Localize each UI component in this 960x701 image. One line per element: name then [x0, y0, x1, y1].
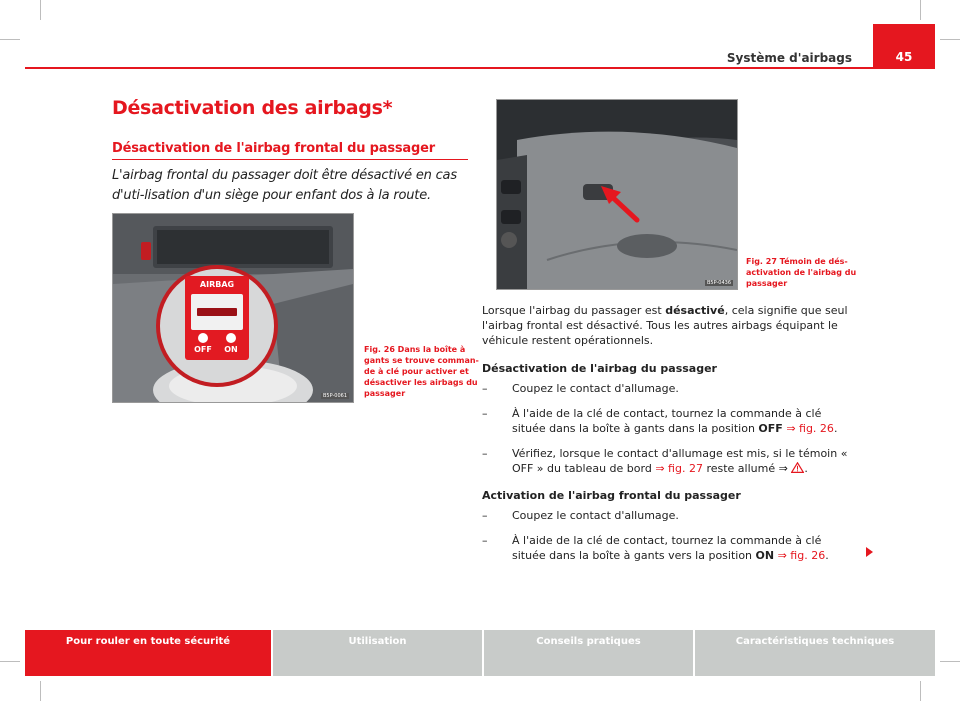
continue-next-page-arrow-icon[interactable]: [866, 547, 873, 557]
crop-mark: [40, 0, 41, 20]
caption-line: désactiver les airbags du: [364, 378, 478, 387]
footer-tab-operation[interactable]: Utilisation: [273, 630, 482, 676]
caption-line: passager: [364, 389, 406, 398]
figure-code: B5P-0436: [706, 280, 731, 286]
caption-line: de à clé pour activer et: [364, 367, 469, 376]
crop-mark: [0, 661, 20, 662]
crop-mark: [0, 39, 20, 40]
caption-line: gants se trouve comman-: [364, 356, 479, 365]
page-number: 45: [895, 50, 913, 64]
crop-mark: [40, 681, 41, 701]
section-title: Désactivation des airbags*: [112, 97, 393, 119]
heading-deactivation: Désactivation de l'airbag du passager: [482, 362, 717, 375]
figure-26-photo: [112, 213, 354, 403]
switch-label-on: ON: [224, 345, 238, 354]
crop-mark: [940, 661, 960, 662]
heading-activation: Activation de l'airbag frontal du passager: [482, 489, 741, 502]
footer-tab-safety[interactable]: Pour rouler en toute sécurité: [25, 630, 271, 676]
list-item: – À l'aide de la clé de contact, tournez la commande à clé située dans la boîte à gants vers la position ON ⇒ fig. 26.: [482, 534, 829, 562]
header-rule: [25, 67, 935, 69]
running-header: Système d'airbags: [726, 51, 852, 65]
footer-tab-technical-data[interactable]: Caractéristiques techniques: [695, 630, 935, 676]
warning-triangle-icon[interactable]: [791, 462, 804, 473]
figure-reference-link[interactable]: ⇒ fig. 26: [786, 422, 834, 435]
list-item: – Vérifiez, lorsque le contact d'allumage est mis, si le témoin « OFF » du tableau de bord ⇒ fig. 27 reste allumé ⇒ .: [482, 447, 848, 475]
footer-tab-practical-tips[interactable]: Conseils pratiques: [484, 630, 693, 676]
caption-line: Fig. 26 Dans la boîte à: [364, 345, 466, 354]
figure-27-caption: [746, 256, 856, 289]
intro-paragraph: L'airbag frontal du passager doit être désactivé en cas d'uti-lisation d'un siège pour enfant dos à la route.: [112, 168, 457, 203]
figure-code: B5P-0061: [322, 393, 347, 399]
caption-line: passager: [746, 279, 788, 288]
list-item: – Coupez le contact d'allumage.: [482, 382, 679, 395]
caption-line: activation de l'airbag du: [746, 268, 857, 277]
caption-line: Fig. 27 Témoin de dés-: [746, 257, 848, 266]
paragraph-deactivated-info: Lorsque l'airbag du passager est désactivé, cela signifie que seul l'airbag frontal est désactivé. Tous les autres airbags équipant le véhicule restent opérationnels.: [482, 304, 848, 347]
crop-mark: [940, 39, 960, 40]
subsection-title: Désactivation de l'airbag frontal du passager: [112, 141, 435, 156]
switch-label-airbag: AIRBAG: [199, 280, 235, 289]
list-item: – À l'aide de la clé de contact, tournez la commande à clé située dans la boîte à gants dans la position OFF ⇒ fig. 26.: [482, 407, 838, 435]
crop-mark: [920, 681, 921, 701]
figure-reference-link[interactable]: ⇒ fig. 27: [655, 462, 703, 475]
figure-reference-link[interactable]: ⇒ fig. 26: [777, 549, 826, 562]
list-item: – Coupez le contact d'allumage.: [482, 509, 679, 522]
figure-26-caption: [364, 344, 479, 399]
subsection-rule: [112, 159, 468, 160]
switch-label-off: OFF: [194, 345, 212, 354]
glovebox-illustration: [113, 214, 353, 402]
crop-mark: [920, 0, 921, 20]
dashboard-illustration: [497, 100, 737, 289]
figure-27-photo: [496, 99, 738, 290]
